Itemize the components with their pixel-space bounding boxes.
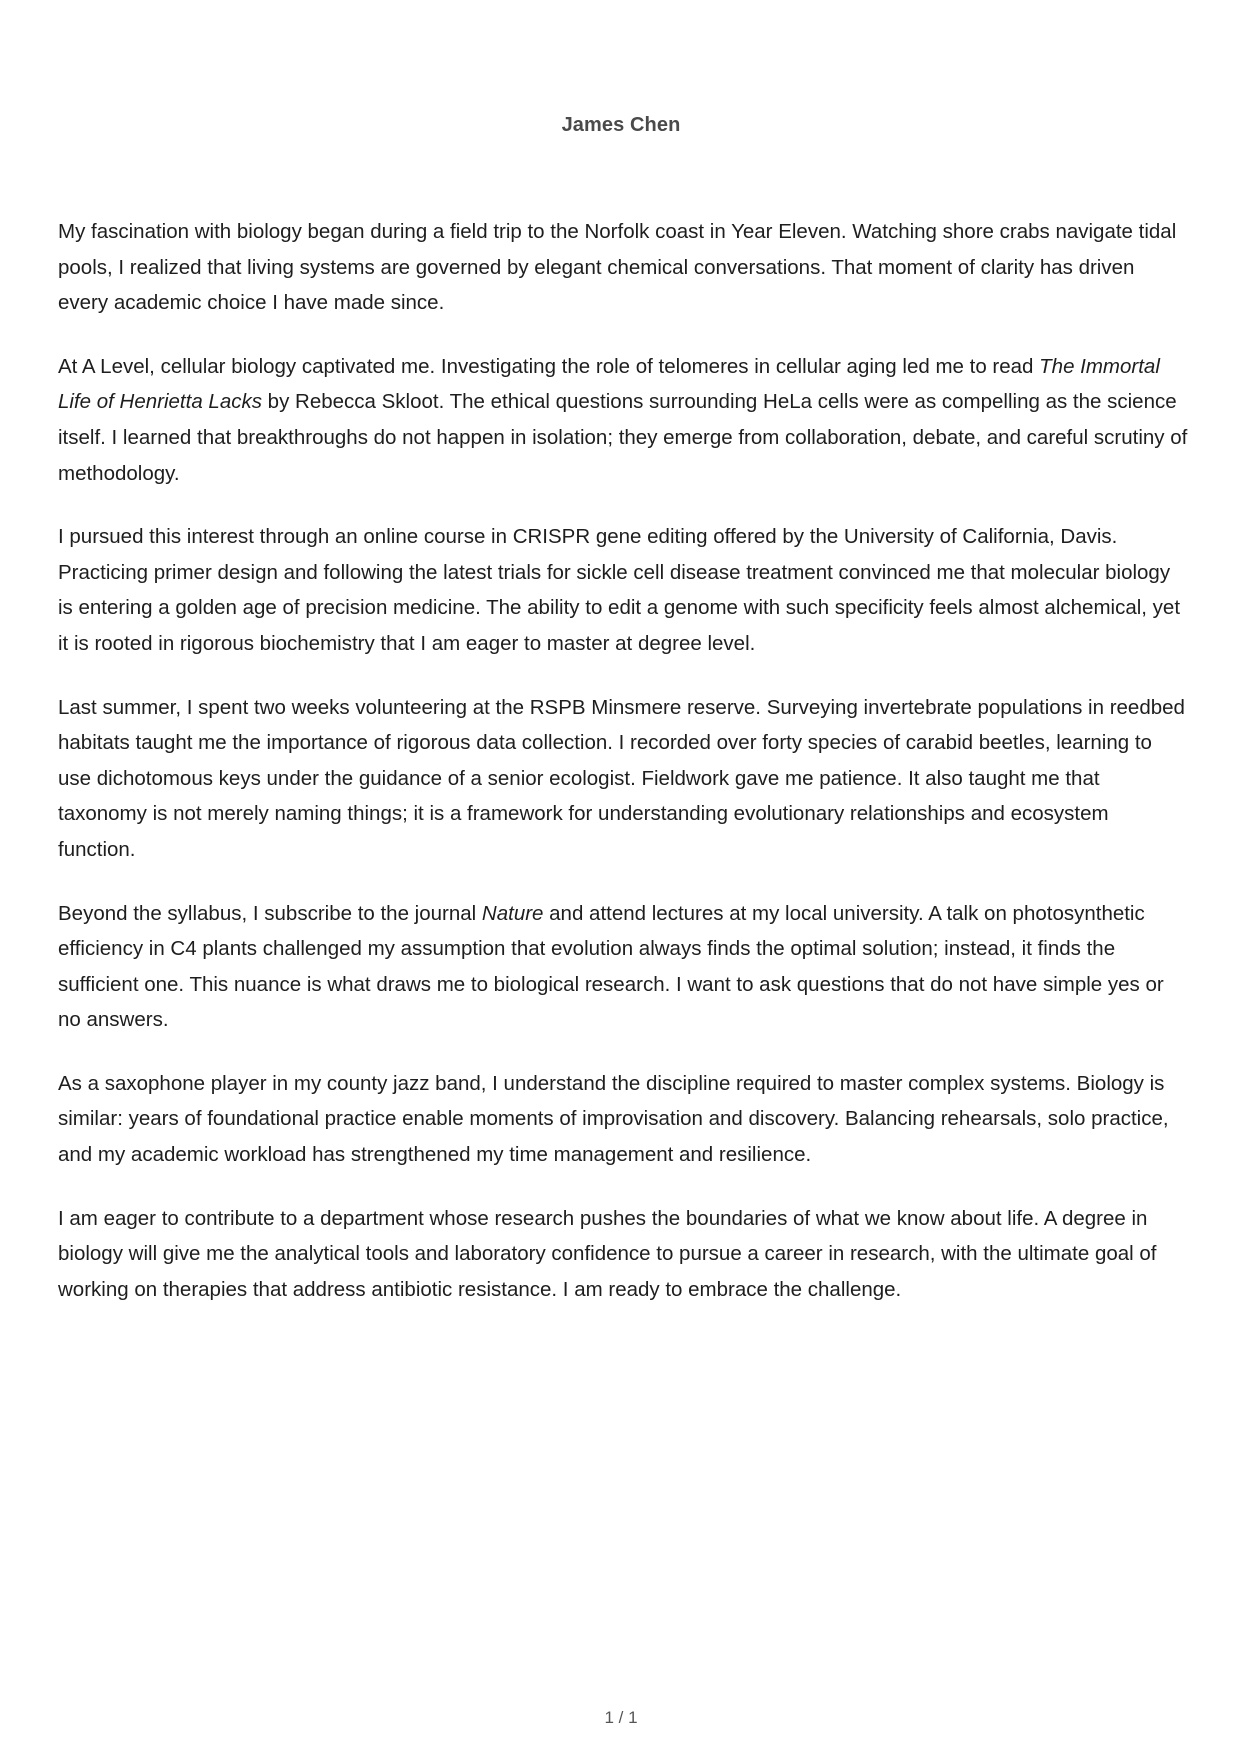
paragraph-2-rest: by Rebecca Skloot. The ethical questions surrounding HeLa cells were as compelling as the science itself. I learned that breakthroughs do not happen in isolation; they emerge from collaboration, debate, and careful scrutiny of methodology. [58,390,1188,485]
paragraph-7: I am eager to contribute to a department whose research pushes the boundaries of what we know about life. A degree in biology will give me the analytical tools and laboratory confidence to pursue a career in research, with the ultimate goal of working on therapies that address antibiotic resistance. I am ready to embrace the challenge. [58,1206,1157,1301]
page-number: 1 / 1 [604,1708,638,1727]
paragraph-5-rest: and attend lectures at my local university. A talk on photosynthetic efficiency in C4 plants challenged my assumption that evolution always finds the optimal solution; instead, it finds the sufficient one. This nuance is what draws me to biological research. I want to ask questions that do not have simple yes or no answers. [58,901,1164,1032]
statement-body [58,214,1188,1335]
author-name: James Chen [561,114,681,136]
paragraph-4: Last summer, I spent two weeks volunteering at the RSPB Minsmere reserve. Surveying invertebrate populations in reedbed habitats taught me the importance of rigorous data collection. I recorded over forty species of carabid beetles, learning to use dichotomous keys under the guidance of a senior ecologist. Fieldwork gave me patience. It also taught me that taxonomy is not merely naming things; it is a framework for understanding evolutionary relationships and ecosystem function. [58,695,1185,861]
paragraph-5 [58,896,1188,1038]
journal-title: Nature [481,901,544,925]
paragraph-5-lead: Beyond the syllabus, I subscribe to the journal [58,901,482,925]
paragraph-6: As a saxophone player in my county jazz band, I understand the discipline required to master complex systems. Biology is similar: years of foundational practice enable moments of improvisation and discovery. Balancing rehearsals, solo practice, and my academic workload has strengthened my time management and resilience. [58,1071,1169,1167]
paragraph-1: My fascination with biology began during a field trip to the Norfolk coast in Year Eleven. Watching shore crabs navigate tidal pools, I realized that living systems are governed by elegant chemical conversations. That moment of clarity has driven every academic choice I have made since. [58,220,1177,315]
paragraph-2 [58,349,1188,491]
paragraph-2-lead: At A Level, cellular biology captivated me. Investigating the role of telomeres in cellular aging led me to read [58,354,1040,378]
book-title: The Immortal Life of Henrietta Lacks [58,354,1160,414]
paragraph-3: I pursued this interest through an online course in CRISPR gene editing offered by the University of California, Davis. Practicing primer design and following the latest trials for sickle cell disease treatment convinced me that molecular biology is entering a golden age of precision medicine. The ability to edit a genome with such specificity feels almost alchemical, yet it is rooted in rigorous biochemistry that I am eager to master at degree level. [58,525,1181,655]
